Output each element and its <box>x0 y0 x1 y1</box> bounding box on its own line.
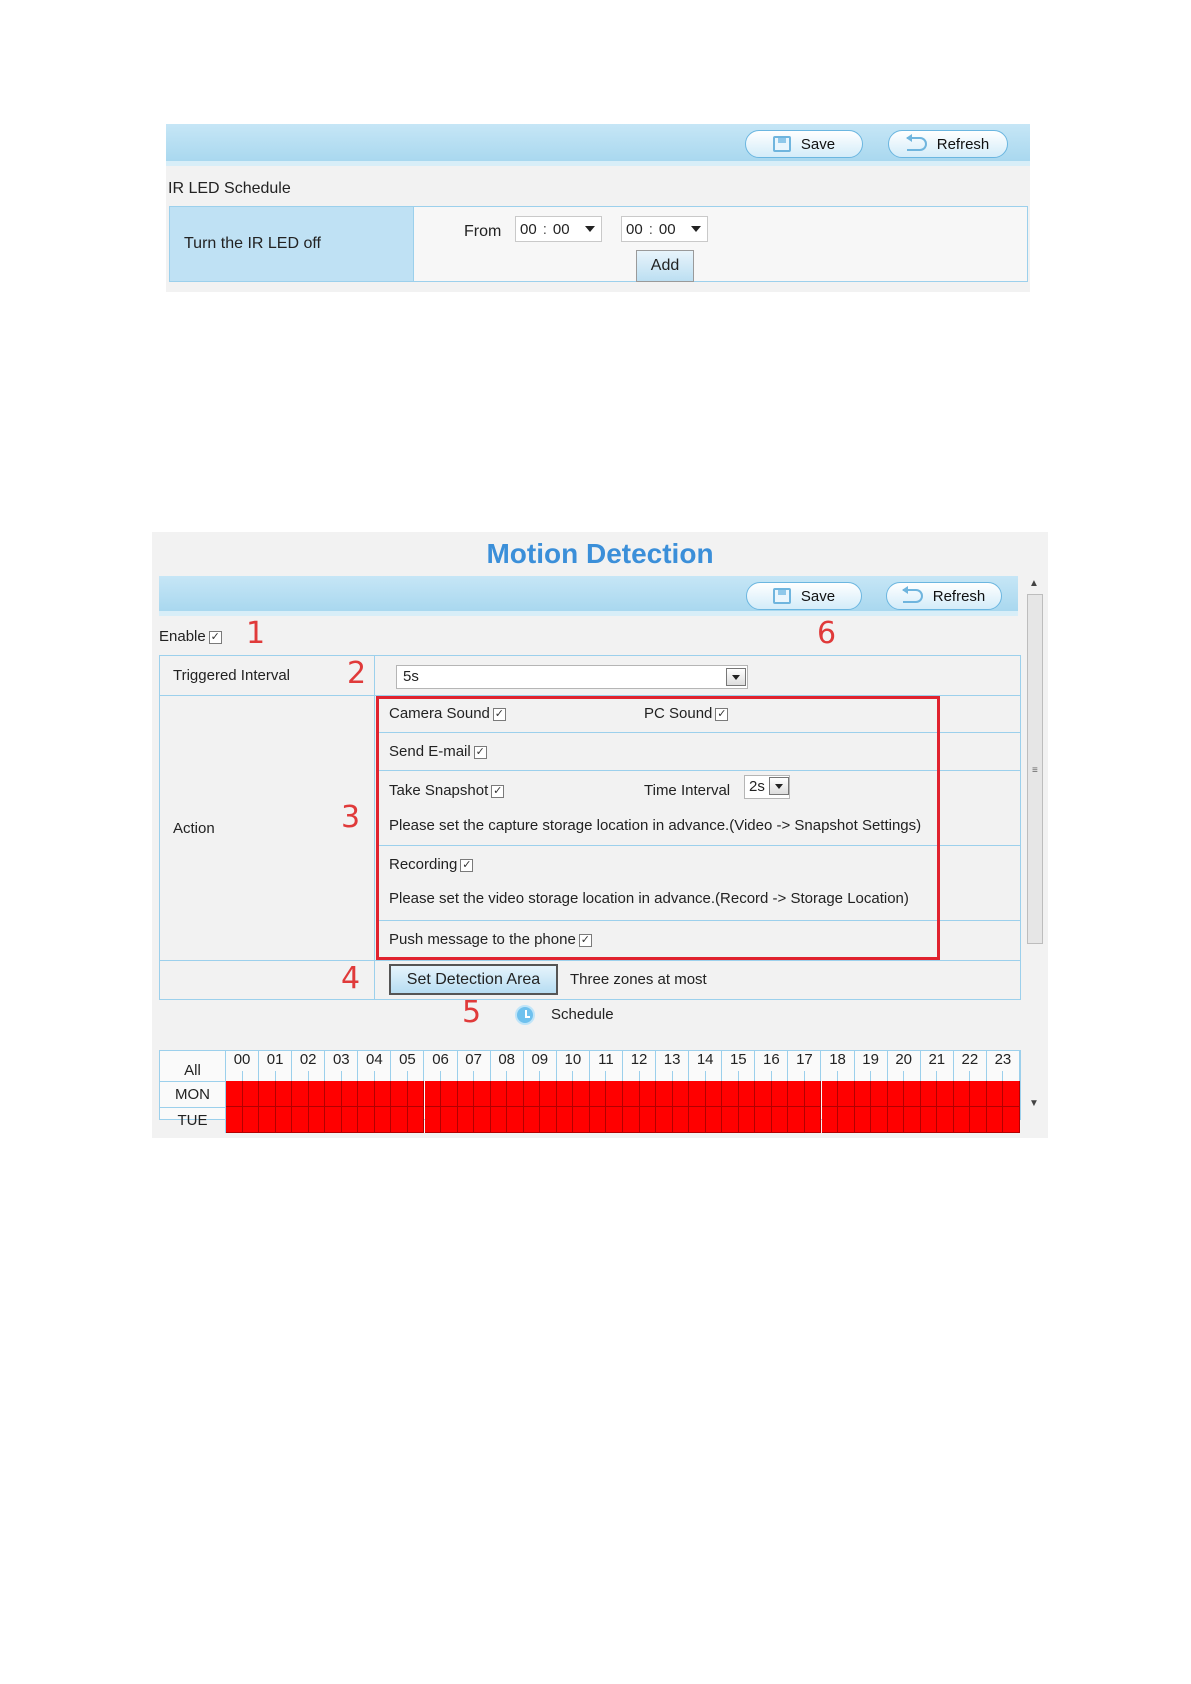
schedule-cell[interactable] <box>805 1107 822 1133</box>
time-separator: : <box>648 220 653 238</box>
schedule-hour-07[interactable]: 07 <box>458 1051 491 1071</box>
motion-refresh-button[interactable] <box>886 582 1002 610</box>
schedule-cell[interactable] <box>838 1081 855 1107</box>
push-message-checkbox[interactable]: ✓ <box>580 933 590 946</box>
schedule-cell[interactable] <box>441 1081 458 1107</box>
refresh-icon <box>907 137 927 151</box>
motion-toolbar <box>159 576 1018 616</box>
annotation-2: 2 <box>347 656 367 691</box>
schedule-cell[interactable] <box>524 1107 541 1133</box>
schedule-cell[interactable] <box>937 1081 954 1107</box>
schedule-cell[interactable] <box>904 1081 921 1107</box>
scroll-down-icon[interactable]: ▼ <box>1029 1098 1039 1109</box>
schedule-cell[interactable] <box>259 1107 276 1133</box>
schedule-half-hour-tick <box>755 1071 772 1081</box>
schedule-half-hour-tick <box>557 1071 574 1081</box>
annotation-3: 3 <box>341 800 361 835</box>
schedule-half-hour-tick <box>937 1071 954 1081</box>
schedule-half-hour-tick <box>276 1071 293 1081</box>
schedule-cell[interactable] <box>805 1081 822 1107</box>
schedule-cell[interactable] <box>276 1107 293 1133</box>
schedule-cell[interactable] <box>375 1081 392 1107</box>
schedule-cell[interactable] <box>656 1107 673 1133</box>
schedule-cell[interactable] <box>474 1107 491 1133</box>
schedule-cell[interactable] <box>358 1107 375 1133</box>
action-row <box>160 696 1020 961</box>
save-icon <box>773 136 791 152</box>
annotation-6: 6 <box>817 616 837 651</box>
refresh-icon <box>903 589 923 603</box>
schedule-cell[interactable] <box>425 1107 442 1133</box>
schedule-cell[interactable] <box>970 1081 987 1107</box>
schedule-hour-22[interactable]: 22 <box>954 1051 987 1071</box>
schedule-cell[interactable] <box>987 1107 1004 1133</box>
schedule-half-hour-tick <box>888 1071 905 1081</box>
schedule-half-hour-tick <box>491 1071 508 1081</box>
schedule-half-hour-tick <box>1003 1071 1020 1081</box>
motion-refresh-label: Refresh <box>932 587 986 605</box>
schedule-cell[interactable] <box>855 1081 872 1107</box>
schedule-cell[interactable] <box>557 1107 574 1133</box>
schedule-label: Schedule <box>551 1006 614 1023</box>
schedule-cell[interactable] <box>888 1107 905 1133</box>
schedule-half-hour-tick <box>689 1071 706 1081</box>
schedule-cell[interactable] <box>606 1081 623 1107</box>
schedule-cell[interactable] <box>987 1081 1004 1107</box>
schedule-cell[interactable] <box>689 1081 706 1107</box>
schedule-cell[interactable] <box>309 1081 326 1107</box>
schedule-hour-12[interactable]: 12 <box>623 1051 656 1071</box>
schedule-cell[interactable] <box>772 1081 789 1107</box>
schedule-cell[interactable] <box>706 1107 723 1133</box>
schedule-cell[interactable] <box>325 1081 342 1107</box>
schedule-half-hour-tick <box>788 1071 805 1081</box>
schedule-hour-09[interactable]: 09 <box>524 1051 557 1071</box>
schedule-hour-16[interactable]: 16 <box>755 1051 788 1071</box>
schedule-hour-18[interactable]: 18 <box>822 1051 855 1071</box>
chevron-down-icon <box>585 226 595 237</box>
ir-from-label: From <box>464 223 502 240</box>
schedule-cell[interactable] <box>491 1081 508 1107</box>
schedule-hour-06[interactable]: 06 <box>425 1051 458 1071</box>
schedule-half-hour-tick <box>855 1071 872 1081</box>
camera-sound-checkbox[interactable]: ✓ <box>494 707 505 720</box>
triggered-interval-select[interactable] <box>396 665 748 689</box>
schedule-cell[interactable] <box>640 1107 657 1133</box>
schedule-cell[interactable] <box>342 1107 359 1133</box>
schedule-half-hour-tick <box>259 1071 276 1081</box>
schedule-half-hour-tick <box>805 1071 822 1081</box>
schedule-half-hour-tick <box>458 1071 475 1081</box>
motion-settings-table <box>159 655 1021 1000</box>
schedule-cell[interactable] <box>921 1081 938 1107</box>
schedule-cell[interactable] <box>408 1107 425 1133</box>
schedule-cell[interactable] <box>954 1107 971 1133</box>
schedule-cell[interactable] <box>226 1081 243 1107</box>
schedule-hour-01[interactable]: 01 <box>259 1051 292 1071</box>
take-snapshot-label: Take Snapshot <box>389 782 489 799</box>
detection-area-row <box>160 961 1020 999</box>
schedule-half-hour-tick <box>656 1071 673 1081</box>
schedule-day-mon[interactable]: MON <box>160 1081 226 1107</box>
motion-save-button[interactable] <box>746 582 862 610</box>
schedule-cell[interactable] <box>788 1081 805 1107</box>
schedule-half-hour-tick <box>540 1071 557 1081</box>
schedule-cell[interactable] <box>822 1081 839 1107</box>
enable-label: Enable <box>159 628 206 645</box>
schedule-cell[interactable] <box>755 1107 772 1133</box>
schedule-cell[interactable] <box>276 1081 293 1107</box>
schedule-cell[interactable] <box>871 1107 888 1133</box>
schedule-cell[interactable] <box>921 1107 938 1133</box>
ir-refresh-button[interactable] <box>888 130 1008 158</box>
schedule-half-hour-tick <box>673 1071 690 1081</box>
schedule-cell[interactable] <box>888 1081 905 1107</box>
take-snapshot-checkbox[interactable]: ✓ <box>493 784 503 797</box>
schedule-cell[interactable] <box>226 1107 243 1133</box>
schedule-half-hour-tick <box>706 1071 723 1081</box>
schedule-cell[interactable] <box>673 1081 690 1107</box>
ir-add-button[interactable]: Add <box>636 250 694 282</box>
set-detection-area-button[interactable]: Set Detection Area <box>389 964 558 995</box>
schedule-half-hour-tick <box>739 1071 756 1081</box>
schedule-half-hour-tick <box>722 1071 739 1081</box>
schedule-half-hour-tick <box>391 1071 408 1081</box>
enable-checkbox[interactable]: ✓ <box>210 630 220 643</box>
schedule-grid[interactable] <box>159 1050 1021 1129</box>
schedule-cell[interactable] <box>557 1081 574 1107</box>
vertical-scrollbar[interactable] <box>1024 576 1044 1116</box>
camera-sound-label: Camera Sound <box>389 705 490 722</box>
ir-start-time-select[interactable] <box>515 216 602 242</box>
triggered-interval-text: Triggered Interval <box>173 667 290 684</box>
schedule-cell[interactable] <box>739 1081 756 1107</box>
schedule-cell[interactable] <box>441 1107 458 1133</box>
schedule-cell[interactable] <box>358 1081 375 1107</box>
schedule-hour-19[interactable]: 19 <box>855 1051 888 1071</box>
schedule-hour-08[interactable]: 08 <box>491 1051 524 1071</box>
pc-sound-checkbox[interactable]: ✓ <box>717 707 727 720</box>
schedule-cell[interactable] <box>722 1081 739 1107</box>
motion-detection-panel <box>152 532 1048 1138</box>
schedule-cell[interactable] <box>755 1081 772 1107</box>
schedule-cell[interactable] <box>540 1107 557 1133</box>
triggered-interval-value: 5s <box>403 668 419 685</box>
page-title: Motion Detection <box>486 538 714 569</box>
schedule-cell[interactable] <box>590 1081 607 1107</box>
schedule-cell[interactable] <box>458 1081 475 1107</box>
schedule-cell[interactable] <box>623 1081 640 1107</box>
ir-end-time-select[interactable] <box>621 216 708 242</box>
schedule-cell[interactable] <box>391 1081 408 1107</box>
grip-icon: ≡ <box>1032 765 1038 776</box>
schedule-cell[interactable] <box>689 1107 706 1133</box>
schedule-cell[interactable] <box>408 1081 425 1107</box>
triggered-interval-label <box>160 656 375 695</box>
schedule-cell[interactable] <box>474 1081 491 1107</box>
schedule-cell[interactable] <box>590 1107 607 1133</box>
schedule-cell[interactable] <box>573 1081 590 1107</box>
schedule-cell[interactable] <box>491 1107 508 1133</box>
schedule-cell[interactable] <box>706 1081 723 1107</box>
schedule-cell[interactable] <box>788 1107 805 1133</box>
clock-icon <box>515 1005 535 1025</box>
schedule-half-hour-tick <box>623 1071 640 1081</box>
schedule-hour-21[interactable]: 21 <box>921 1051 954 1071</box>
chevron-down-icon <box>691 226 701 237</box>
ir-refresh-label: Refresh <box>936 135 990 153</box>
schedule-cell[interactable] <box>606 1107 623 1133</box>
schedule-cell[interactable] <box>243 1107 260 1133</box>
schedule-hour-02[interactable]: 02 <box>292 1051 325 1071</box>
schedule-cell[interactable] <box>507 1081 524 1107</box>
schedule-cell[interactable] <box>739 1107 756 1133</box>
ir-start-hour: 00 <box>520 220 537 238</box>
schedule-cell[interactable] <box>1003 1107 1020 1133</box>
schedule-cell[interactable] <box>573 1107 590 1133</box>
schedule-hour-03[interactable]: 03 <box>325 1051 358 1071</box>
schedule-cell[interactable] <box>855 1107 872 1133</box>
schedule-cell[interactable] <box>325 1107 342 1133</box>
schedule-cell[interactable] <box>673 1107 690 1133</box>
schedule-heading <box>152 995 1048 1031</box>
schedule-cell[interactable] <box>822 1107 839 1133</box>
time-interval-label: Time Interval <box>644 782 731 799</box>
schedule-half-hour-tick <box>474 1071 491 1081</box>
schedule-cell[interactable] <box>524 1081 541 1107</box>
snapshot-note: Please set the capture storage location in advance.(Video -> Snapshot Settings) <box>389 817 922 834</box>
schedule-cell[interactable] <box>507 1107 524 1133</box>
schedule-hour-14[interactable]: 14 <box>689 1051 722 1071</box>
schedule-hour-05[interactable]: 05 <box>391 1051 424 1071</box>
enable-row <box>159 628 222 645</box>
schedule-hour-23[interactable]: 23 <box>987 1051 1020 1071</box>
schedule-half-hour-tick <box>970 1071 987 1081</box>
schedule-cell[interactable] <box>871 1081 888 1107</box>
schedule-half-hour-tick <box>309 1071 326 1081</box>
schedule-hour-04[interactable]: 04 <box>358 1051 391 1071</box>
schedule-hour-11[interactable]: 11 <box>590 1051 623 1071</box>
schedule-all-toggle[interactable]: All <box>160 1051 226 1081</box>
schedule-cell[interactable] <box>342 1081 359 1107</box>
scroll-up-icon[interactable]: ▲ <box>1029 578 1039 589</box>
annotation-4: 4 <box>341 961 361 996</box>
schedule-cell[interactable] <box>292 1107 309 1133</box>
ir-section-title: IR LED Schedule <box>168 180 291 197</box>
ir-end-hour: 00 <box>626 220 643 238</box>
ir-row-label: Turn the IR LED off <box>170 207 414 281</box>
schedule-cell[interactable] <box>425 1081 442 1107</box>
schedule-cell[interactable] <box>540 1081 557 1107</box>
ir-save-label: Save <box>800 135 836 153</box>
schedule-half-hour-tick <box>606 1071 623 1081</box>
schedule-half-hour-tick <box>871 1071 888 1081</box>
schedule-half-hour-tick <box>425 1071 442 1081</box>
schedule-half-hour-tick <box>987 1071 1004 1081</box>
schedule-cell[interactable] <box>970 1107 987 1133</box>
schedule-cell[interactable] <box>656 1081 673 1107</box>
ir-start-minute: 00 <box>552 220 570 238</box>
triggered-interval-row <box>160 656 1020 696</box>
schedule-cell[interactable] <box>640 1081 657 1107</box>
schedule-half-hour-tick <box>954 1071 971 1081</box>
schedule-day-tue[interactable]: TUE <box>160 1107 226 1133</box>
schedule-cell[interactable] <box>772 1107 789 1133</box>
zones-note: Three zones at most <box>570 971 707 988</box>
schedule-cell[interactable] <box>623 1107 640 1133</box>
pc-sound-label: PC Sound <box>644 705 713 722</box>
schedule-hour-15[interactable]: 15 <box>722 1051 755 1071</box>
push-message-label: Push message to the phone <box>389 931 576 948</box>
schedule-half-hour-tick <box>226 1071 243 1081</box>
ir-end-minute: 00 <box>658 220 676 238</box>
schedule-cell[interactable] <box>954 1081 971 1107</box>
schedule-half-hour-tick <box>243 1071 260 1081</box>
schedule-cell[interactable] <box>259 1081 276 1107</box>
annotation-1: 1 <box>246 616 266 651</box>
schedule-cell[interactable] <box>458 1107 475 1133</box>
schedule-half-hour-tick <box>342 1071 359 1081</box>
time-separator: : <box>542 220 547 238</box>
schedule-half-hour-tick <box>441 1071 458 1081</box>
schedule-cell[interactable] <box>937 1107 954 1133</box>
schedule-cell[interactable] <box>904 1107 921 1133</box>
schedule-half-hour-tick <box>590 1071 607 1081</box>
recording-note: Please set the video storage location in advance.(Record -> Storage Location) <box>389 890 909 907</box>
schedule-half-hour-tick <box>822 1071 839 1081</box>
schedule-cell[interactable] <box>292 1081 309 1107</box>
chevron-down-icon[interactable] <box>726 668 746 686</box>
schedule-half-hour-tick <box>838 1071 855 1081</box>
schedule-half-hour-tick <box>573 1071 590 1081</box>
action-text: Action <box>173 819 215 837</box>
schedule-hour-17[interactable]: 17 <box>788 1051 821 1071</box>
schedule-half-hour-tick <box>524 1071 541 1081</box>
schedule-cell[interactable] <box>838 1107 855 1133</box>
schedule-half-hour-tick <box>325 1071 342 1081</box>
schedule-hour-20[interactable]: 20 <box>888 1051 921 1071</box>
schedule-half-hour-tick <box>375 1071 392 1081</box>
motion-save-label: Save <box>800 587 836 605</box>
schedule-cell[interactable] <box>722 1107 739 1133</box>
ir-save-button[interactable] <box>745 130 863 158</box>
ir-toolbar <box>166 124 1030 166</box>
schedule-half-hour-tick <box>772 1071 789 1081</box>
schedule-hour-00[interactable]: 00 <box>226 1051 259 1071</box>
schedule-half-hour-tick <box>640 1071 657 1081</box>
schedule-half-hour-tick <box>507 1071 524 1081</box>
annotation-5: 5 <box>462 995 482 1030</box>
schedule-hour-13[interactable]: 13 <box>656 1051 689 1071</box>
schedule-cell[interactable] <box>391 1107 408 1133</box>
schedule-half-hour-tick <box>904 1071 921 1081</box>
recording-label: Recording <box>389 856 458 873</box>
annotation-highlight-box <box>376 696 940 960</box>
schedule-cell[interactable] <box>375 1107 392 1133</box>
schedule-hour-10[interactable]: 10 <box>557 1051 590 1071</box>
ir-led-panel <box>166 124 1030 292</box>
schedule-cell[interactable] <box>1003 1081 1020 1107</box>
recording-checkbox[interactable]: ✓ <box>462 858 472 871</box>
schedule-half-hour-tick <box>358 1071 375 1081</box>
schedule-half-hour-tick <box>292 1071 309 1081</box>
schedule-cell[interactable] <box>243 1081 260 1107</box>
time-interval-value: 2s <box>749 778 765 795</box>
schedule-cell[interactable] <box>309 1107 326 1133</box>
save-icon <box>773 588 791 604</box>
schedule-half-hour-tick <box>921 1071 938 1081</box>
schedule-half-hour-tick <box>408 1071 425 1081</box>
ir-schedule-table <box>169 206 1028 282</box>
send-email-label: Send E-mail <box>389 743 471 760</box>
send-email-checkbox[interactable]: ✓ <box>475 745 485 758</box>
scrollbar-thumb[interactable] <box>1027 594 1043 944</box>
